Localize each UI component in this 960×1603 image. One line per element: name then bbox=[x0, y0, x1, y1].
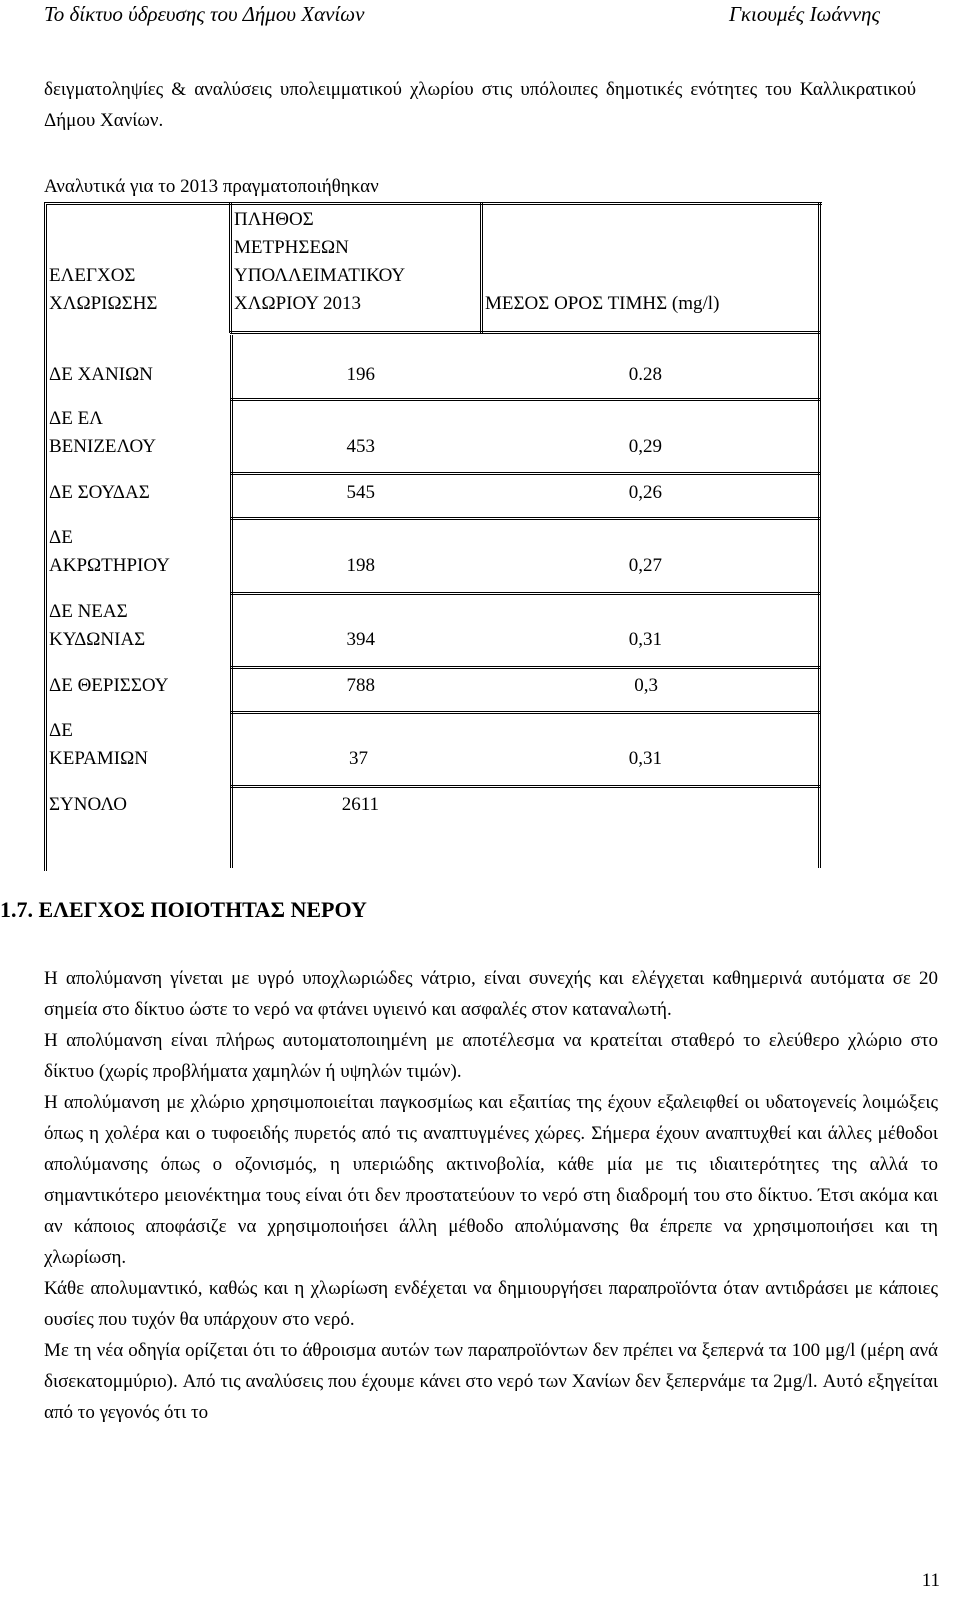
table-row-label: ΔΕ ΑΚΡΩΤΗΡΙΟΥ bbox=[49, 527, 170, 576]
table-cell-mean: 0,27 bbox=[628, 555, 662, 576]
table-row-label: ΔΕ ΘΕΡΙΣΣΟΥ bbox=[49, 675, 169, 696]
table-row-label: ΔΕ ΝΕΑΣ ΚΥΔΩΝΙΑΣ bbox=[49, 601, 146, 650]
table-header-col1: ΕΛΕΓΧΟΣ ΧΛΩΡΙΩΣΗΣ bbox=[49, 265, 158, 314]
table-cell-mean: 0,31 bbox=[628, 629, 662, 650]
table-rule bbox=[230, 398, 820, 401]
table-divider bbox=[230, 335, 233, 868]
table-rule bbox=[230, 517, 820, 520]
header-title: Το δίκτυο ύδρευσης του Δήμου Χανίων bbox=[44, 2, 365, 26]
table-rule bbox=[230, 472, 820, 475]
table-cell-count: 198 bbox=[346, 555, 375, 576]
table-cell-mean: 0.28 bbox=[628, 364, 662, 385]
table-cell-mean: 0,31 bbox=[628, 748, 662, 769]
table-cell-mean: 0,3 bbox=[634, 675, 658, 696]
table-cell-count: 545 bbox=[346, 482, 375, 503]
table-cell-count: 788 bbox=[346, 675, 375, 696]
table-cell-mean: 0,26 bbox=[628, 482, 662, 503]
table-cell-count: 394 bbox=[346, 629, 375, 650]
table-row-label: ΔΕ ΕΛ ΒΕΝΙΖΕΛΟΥ bbox=[49, 408, 157, 457]
table-header-col2: ΠΛΗΘΟΣ ΜΕΤΡΗΣΕΩΝ ΥΠΟΛΛΕΙΜΑΤΙΚΟΥ ΧΛΩΡΙΟΥ 2013 bbox=[234, 209, 406, 314]
paragraph: Η απολύμανση με χλώριο χρησιμοποιείται παγκοσμίως και εξαιτίας της έχουν εξαλειφθεί οι υδατογενείς λοιμώξεις όπως η χολέρα και ο τυφοειδής πυρετός από τις αναπτυγμένες χώρες. Σήμερα έχουν αναπτυχθεί και άλλες μέθοδοι απολύμανσης όπως ο οζονισμός, η υπεριώδης ακτινοβολία, κάθε μία με τις ιδιαιτερότητες της αλλά το σημαντικότερο μειονέκτημα τους είναι ότι δεν προστατεύουν το νερό στη διαδρομή του στο δίκτυο. Έτσι ακόμα και αν κάποιος αποφάσιζε να χρησιμοποιήσει άλλη μέθοδο απολύμανσης θα έπρεπε να χρησιμοποιήσει και τη χλωρίωση. bbox=[44, 1092, 938, 1268]
table-cell-count: 37 bbox=[349, 748, 368, 769]
table-row-label: ΔΕ ΣΟΥΔΑΣ bbox=[49, 482, 150, 503]
paragraph: Με τη νέα οδηγία ορίζεται ότι το άθροισμα αυτών των παραπροϊόντων δεν πρέπει να ξεπερνά τα 100 μg/l (μέρη ανά δισεκατομμύριο). Από τις αναλύσεις που έχουμε κάνει στο νερό των Χανίων δεν ξεπερνάμε τα 2μg/l. Αυτό εξηγείται από το γεγονός ότι το bbox=[44, 1340, 938, 1423]
table-divider bbox=[480, 202, 483, 333]
intro-paragraph: δειγματοληψίες & αναλύσεις υπολειμματικού χλωρίου στις υπόλοιπες δημοτικές ενότητες του Καλλικρατικού Δήμου Χανίων. bbox=[44, 79, 916, 131]
table-row-label: ΣΥΝΟΛΟ bbox=[49, 794, 128, 815]
table-rule bbox=[230, 785, 820, 788]
table-cell-count: 453 bbox=[346, 436, 375, 457]
table-divider bbox=[229, 202, 232, 333]
page-number: 11 bbox=[921, 1570, 940, 1591]
table-row-label: ΔΕ ΧΑΝΙΩΝ bbox=[49, 364, 153, 385]
table-divider bbox=[818, 202, 821, 868]
table-cell-count: 196 bbox=[346, 364, 375, 385]
table-row-label: ΔΕ ΚΕΡΑΜΙΩΝ bbox=[49, 720, 148, 769]
table-rule bbox=[230, 666, 820, 669]
table-cell-count: 2611 bbox=[341, 794, 379, 815]
table-rule bbox=[230, 592, 820, 595]
table-header-col3: ΜΕΣΟΣ ΟΡΟΣ ΤΙΜΗΣ (mg/l) bbox=[485, 293, 720, 314]
table-rule bbox=[230, 711, 820, 714]
table-rule bbox=[230, 331, 820, 334]
paragraph: Η απολύμανση είναι πλήρως αυτοματοποιημένη με αποτέλεσμα να κρατείται σταθερό το ελεύθερο χλώριο στο δίκτυο (χωρίς προβλήματα χαμηλών ή υψηλών τιμών). bbox=[44, 1030, 938, 1082]
section-heading bbox=[0, 897, 367, 923]
section-body bbox=[44, 963, 938, 1428]
paragraph: Κάθε απολυμαντικό, καθώς και η χλωρίωση ενδέχεται να δημιουργήσει παραπροϊόντα όταν αντιδράσει με κάποιες ουσίες που τυχόν θα υπάρχουν στο νερό. bbox=[44, 1278, 938, 1330]
section-title: ΕΛΕΓΧΟΣ ΠΟΙΟΤΗΤΑΣ ΝΕΡΟΥ bbox=[38, 897, 367, 922]
paragraph: Η απολύμανση γίνεται με υγρό υποχλωριώδες νάτριο, είναι συνεχής και ελέγχεται καθημερινά αυτόματα σε 20 σημεία στο δίκτυο ώστε το νερό να φτάνει υγιεινό και ασφαλές στον καταναλωτή. bbox=[44, 968, 938, 1020]
table-cell-mean: 0,29 bbox=[628, 436, 662, 457]
header-author: Γκιουμές Ιωάννης bbox=[728, 2, 880, 26]
intro-paragraph-2: Αναλυτικά για το 2013 πραγματοποιήθηκαν bbox=[44, 176, 379, 197]
section-number: 1.7. bbox=[0, 897, 33, 922]
